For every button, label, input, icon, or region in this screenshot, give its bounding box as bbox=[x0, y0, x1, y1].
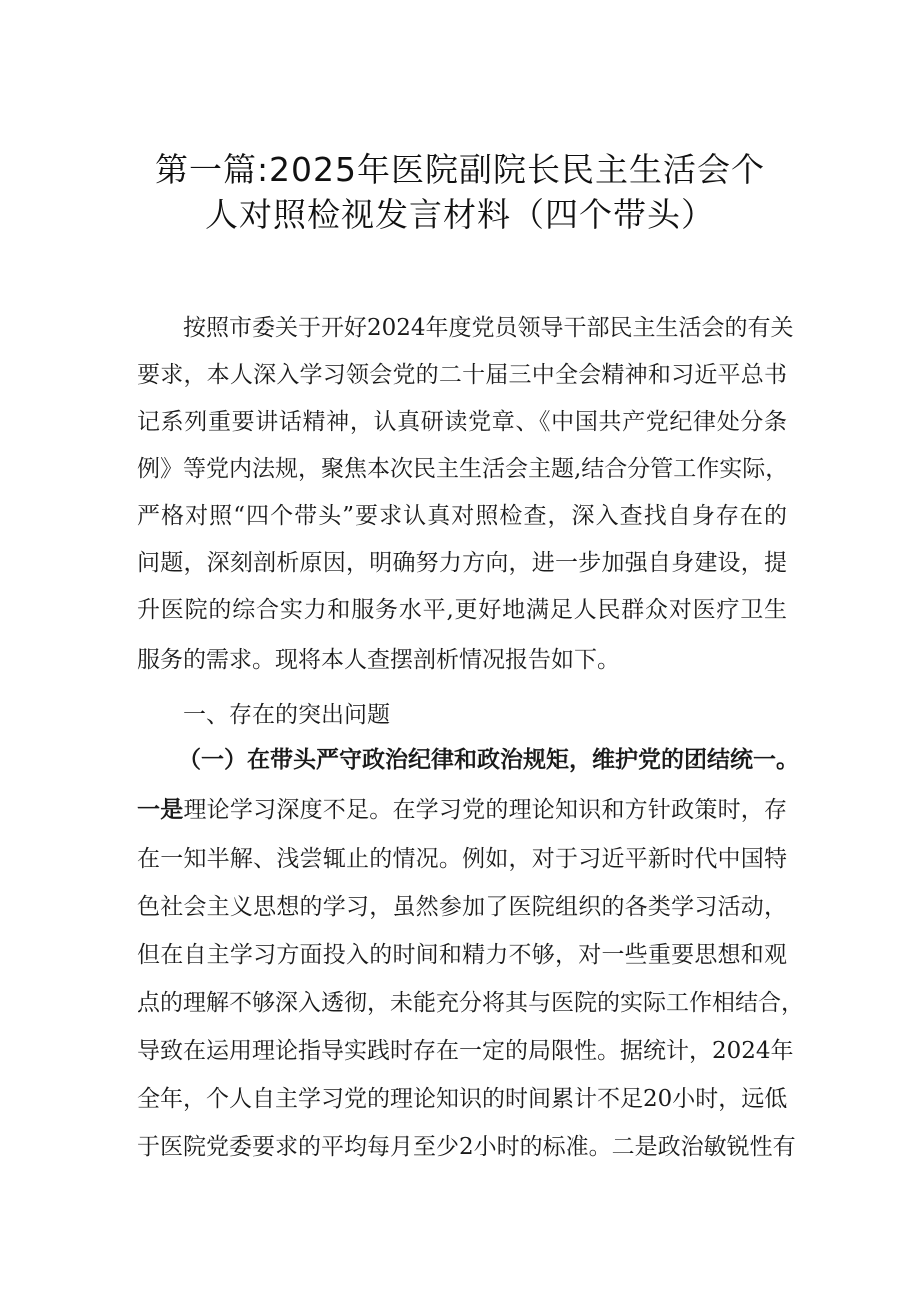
section-heading: 一、存在的突出问题 bbox=[183, 702, 390, 728]
point-marker: 一是 bbox=[137, 796, 184, 823]
body-line-5: 点的理解不够深入透彻，未能充分将其与医院的实际工作相结合， bbox=[137, 990, 804, 1016]
body-line-4: 但在自主学习方面投入的时间和精力不够，对一些重要思想和观 bbox=[137, 942, 787, 968]
intro-line-2: 要求，本人深入学习领会党的二十届三中全会精神和习近平总书 bbox=[137, 362, 787, 388]
document-title-line-2: 人对照检视发言材料（四个带头） bbox=[205, 195, 715, 234]
body-line-7: 全年，个人自主学习党的理论知识的时间累计不足20小时，远低 bbox=[137, 1086, 788, 1112]
body-line-2: 在一知半解、浅尝辄止的情况。例如，对于习近平新时代中国特 bbox=[137, 846, 787, 872]
intro-line-6: 问题，深刻剖析原因，明确努力方向，进一步加强自身建设，提 bbox=[137, 550, 787, 576]
intro-line-1: 按照市委关于开好2024年度党员领导干部民主生活会的有关 bbox=[183, 315, 794, 341]
body-line-8: 于医院党委要求的平均每月至少2小时的标准。二是政治敏锐性有 bbox=[137, 1134, 796, 1160]
document-title-line-1: 第一篇:2025年医院副院长民主生活会个 bbox=[154, 150, 766, 189]
subsection-heading: （一）在带头严守政治纪律和政治规矩，维护党的团结统一。 bbox=[178, 746, 799, 773]
intro-line-3: 记系列重要讲话精神，认真研读党章、《中国共产党纪律处分条 bbox=[137, 409, 787, 435]
body-line-1 bbox=[137, 792, 787, 828]
body-line-1-text: 理论学习深度不足。在学习党的理论知识和方针政策时，存 bbox=[183, 797, 788, 823]
intro-line-4: 例》等党内法规，聚焦本次民主生活会主题,结合分管工作实际， bbox=[137, 456, 789, 482]
intro-line-7: 升医院的综合实力和服务水平,更好地满足人民群众对医疗卫生 bbox=[137, 597, 787, 623]
body-line-3: 色社会主义思想的学习，虽然参加了医院组织的各类学习活动， bbox=[137, 894, 787, 920]
body-line-6: 导致在运用理论指导实践时存在一定的局限性。据统计，2024年 bbox=[137, 1038, 794, 1064]
intro-line-5: 严格对照“四个带头”要求认真对照检查，深入查找自身存在的 bbox=[137, 503, 787, 529]
intro-line-8: 服务的需求。现将本人查摆剖析情况报告如下。 bbox=[137, 647, 620, 673]
